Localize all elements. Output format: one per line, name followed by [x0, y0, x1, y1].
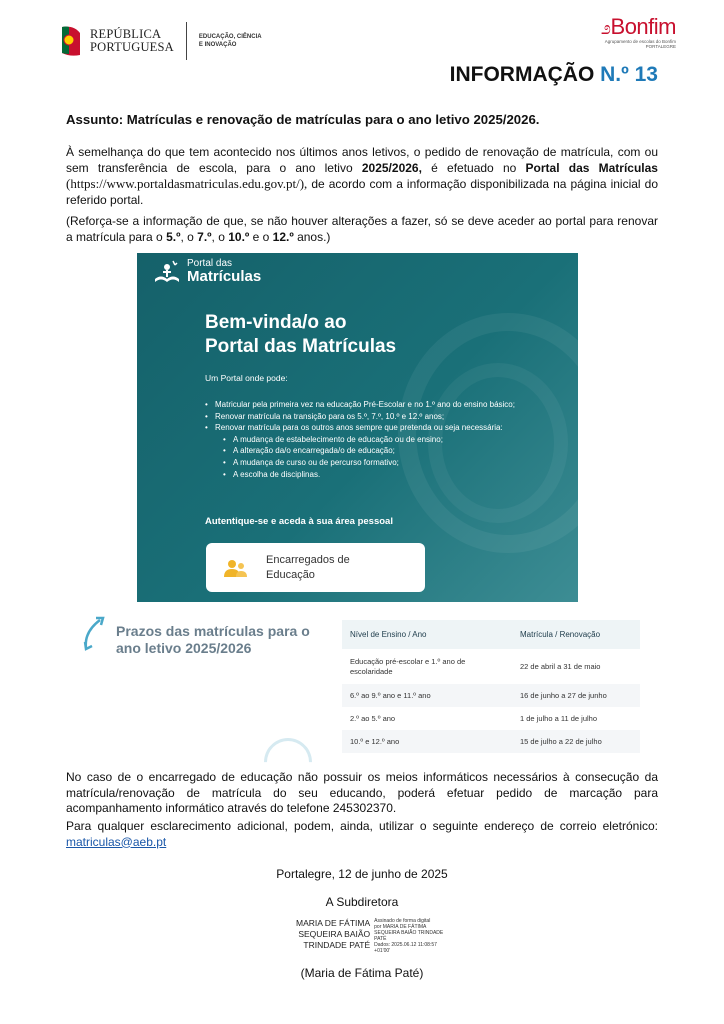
list-item: • Renovar matrícula para os outros anos sempre que pretenda ou seja necessária: [205, 422, 555, 434]
sig-name-line-1: MARIA DE FÁTIMA [296, 918, 371, 928]
digital-signature [296, 918, 449, 954]
card-label-line-2: Educação [266, 568, 315, 581]
users-icon [224, 558, 248, 578]
p1-text-b: é efetuado no [421, 160, 526, 175]
portal-heading-line-1: Bem-vinda/o ao [205, 312, 347, 333]
table-row [342, 707, 640, 730]
title-number: N.º 13 [600, 63, 658, 86]
portal-intro: Um Portal onde pode: [205, 373, 288, 383]
signatory-role: A Subdiretora [325, 895, 399, 909]
bonfim-logo [601, 16, 676, 49]
list-subitem: • A mudança de curso ou de percurso formativo; [205, 457, 555, 469]
list-item: • Renovar matrícula na transição para os 5.º, 7.º, 10.º e 12.º anos; [205, 411, 555, 423]
list-subitem: • A escolha de disciplinas. [205, 469, 555, 481]
table-cell: 6.º ao 9.º ano e 11.º ano [342, 684, 512, 707]
republic-line-1: REPÚBLICA [90, 27, 162, 41]
deadlines-title: Prazos das matrículas para o ano letivo 2025/2026 [116, 623, 310, 656]
p2-sep-3: e o [249, 229, 273, 244]
p2-year-5: 5.º [166, 229, 181, 244]
table-row [342, 684, 640, 707]
sig-meta-line: SEQUEIRA BAIÃO TRINDADE [374, 930, 444, 936]
school-subtitle: Agrupamento de escolas do Bonfim [604, 39, 676, 44]
portal-screenshot [137, 253, 578, 602]
card-label-line-1: Encarregados de [266, 553, 350, 566]
portugal-flag-icon [60, 25, 82, 57]
portal-brand [153, 259, 261, 285]
paragraph-1 [66, 145, 658, 208]
portal-auth-text: Autentique-se e aceda à sua área pessoal [205, 516, 393, 527]
table-row [342, 730, 640, 753]
sig-meta-line: por MARIA DE FÁTIMA [374, 924, 427, 930]
deadlines-table [342, 620, 640, 753]
document-title [450, 63, 658, 87]
table-header-row [342, 620, 640, 649]
sig-meta-line: Assinado de forma digital [374, 918, 431, 924]
table-cell: 16 de junho a 27 de junho [512, 684, 640, 707]
p1-year: 2025/2026, [361, 160, 422, 175]
list-subitem: • A alteração da/o encarregada/o de educação; [205, 445, 555, 457]
p4-text: Para qualquer esclarecimento adicional, podem, ainda, utilizar o seguinte endereço de correio eletrónico: [66, 819, 658, 833]
table-cell: Educação pré-escolar e 1.º ano de escolaridade [350, 656, 466, 676]
portal-features-list [205, 399, 555, 480]
p1-text-c: de acordo com a informação disponibilizada na página inicial do referido portal. [66, 177, 658, 207]
place-date: Portalegre, 12 de junho de 2025 [276, 867, 448, 881]
paragraph-4 [66, 819, 658, 850]
p2-year-10: 10.º [228, 229, 250, 244]
school-name: Bonfim [610, 14, 676, 39]
sig-meta-line: Dados: 2025.06.12 11:08:57 [374, 942, 437, 948]
table-cell: 22 de abril a 31 de maio [520, 661, 601, 671]
ministry-line-1: EDUCAÇÃO, CIÊNCIA [198, 34, 262, 40]
portal-heading [205, 311, 505, 359]
book-reader-icon [153, 259, 181, 285]
table-cell: 1 de julho a 11 de julho [520, 714, 598, 723]
school-city: PORTALEGRE [645, 44, 676, 49]
p2-text-a: (Reforça-se a informação de que, se não houver alterações a fazer, só se deve aceder ao portal para renovar a matrícula para o [66, 214, 658, 244]
p2-year-7: 7.º [197, 229, 212, 244]
table-row [342, 649, 640, 684]
table-cell: 15 de julho a 22 de julho [512, 730, 640, 753]
sig-name-line-2: SEQUEIRA BAIÃO [298, 929, 371, 939]
portal-brand-big: Matrículas [187, 268, 262, 285]
sig-meta-line: +01'00' [374, 948, 391, 954]
portal-brand-small: Portal das [187, 258, 233, 269]
p2-sep-2: , o [211, 229, 229, 244]
p1-text-a: À semelhança do que tem acontecido nos últimos anos letivos, o pedido de renovação de matrícula, com ou sem transferência de escola, para o ano letivo [66, 145, 658, 175]
p2-sep-1: , o [180, 229, 198, 244]
p2-end: anos.) [293, 229, 331, 244]
paragraph-2 [66, 214, 658, 245]
list-item: • Matricular pela primeira vez na educação Pré-Escolar e no 1.º ano do ensino básico; [205, 399, 555, 411]
email-link[interactable]: matriculas@aeb.pt [66, 834, 167, 849]
ministry-line-2: E INOVAÇÃO [198, 42, 237, 48]
header-divider [186, 22, 187, 60]
republic-line-2: PORTUGUESA [90, 40, 174, 54]
table-cell: 2.º ao 5.º ano [350, 714, 396, 723]
table-header: Matrícula / Renovação [512, 620, 640, 649]
subject-line: Assunto: Matrículas e renovação de matrículas para o ano letivo 2025/2026. [66, 112, 540, 127]
list-subitem: • A mudança de estabelecimento de educação ou de ensino; [205, 434, 555, 446]
table-header: Nível de Ensino / Ano [342, 620, 512, 649]
portal-heading-line-2: Portal das Matrículas [205, 336, 397, 357]
refresh-arrows-icon [82, 612, 110, 652]
paragraph-3: No caso de o encarregado de educação não possuir os meios informáticos necessários à consecução da matrícula/renovação de matrícula do seu educando, poderá efetuar pedido de marcação para acompanhamento informático através do telefone 245302370. [66, 770, 658, 816]
republica-portuguesa-logo [60, 22, 262, 60]
sig-name-line-3: TRINDADE PATÉ [303, 940, 371, 950]
title-prefix: INFORMAÇÃO [449, 63, 595, 86]
table-cell: 10.º e 12.º ano [342, 730, 512, 753]
p1-portal-name: Portal das Matrículas [525, 160, 658, 175]
sig-meta-line: PATÉ [374, 936, 387, 942]
printed-name: (Maria de Fátima Paté) [300, 966, 424, 980]
guardians-login-card[interactable] [206, 543, 425, 592]
p2-year-12: 12.º [272, 229, 294, 244]
portal-url: (https://www.portaldasmatriculas.edu.gov.pt/), [66, 176, 308, 192]
bonfim-mark-icon: ೨ [600, 18, 611, 38]
